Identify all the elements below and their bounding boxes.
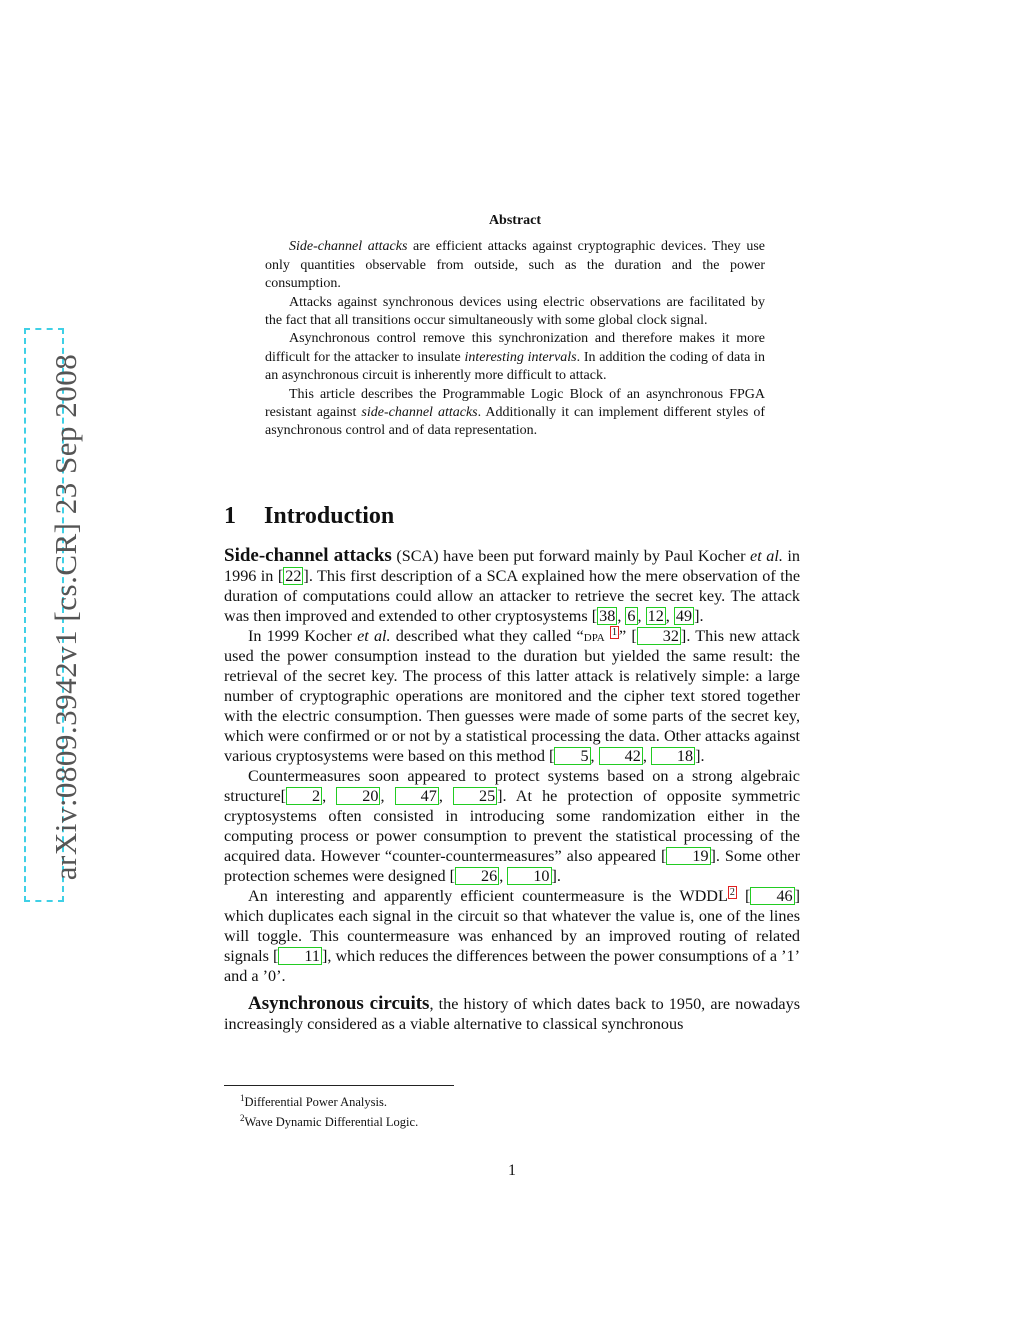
footnote-ref[interactable]: 1 xyxy=(611,626,617,638)
body-text-span: . This first description of a SCA explained how the mere observation of the duration of computations could allow an attacker to retrieve the secret key. The attack was then improved and extended to other cryptosystems xyxy=(224,567,800,625)
run-in-heading: Asynchronous circuits xyxy=(248,993,430,1014)
citation-link[interactable]: 5 xyxy=(554,747,590,765)
abstract-heading: Abstract xyxy=(488,213,542,228)
body-text-span: Countermeasures soon appeared to protect systems based on a strong algebraic structure xyxy=(224,767,800,805)
body-text-span: . This new attack used the power consumption instead to the duration but yielded the same result: the retrieval of the secret key. The process of this latter attack is relatively simple: a large number of cryptographic operations are monitored and the cipher text stored together with the electric consumption. Then guesses were made of some parts of the secret key, which were confirmed or or not by a statistical processing the data. Other attacks against various cryptosystems were based on this method xyxy=(224,627,801,765)
citation-link[interactable]: 25 xyxy=(453,787,497,805)
citation-link[interactable]: 22 xyxy=(285,567,302,585)
arxiv-stamp[interactable] xyxy=(24,328,83,902)
run-in-heading: Side-channel attacks xyxy=(224,545,392,566)
abstract-text: . Additionally it can implement different styles of asynchronous control and of data representation. xyxy=(265,405,766,439)
abstract-text: Attacks against synchronous devices using electric observations are facilitated by the fact that all transitions occur simultaneously with some global clock signal. xyxy=(265,294,765,329)
abstract-text: Asynchronous control remove this synchronization and therefore makes it more difficult for the attacker to insulate xyxy=(265,331,765,365)
citation-link[interactable]: 2 xyxy=(286,787,322,805)
abstract-paragraph xyxy=(265,330,765,385)
footnote-divider xyxy=(224,1085,454,1086)
footnotes xyxy=(240,1090,418,1130)
abstract-paragraph xyxy=(265,386,765,441)
footnote-text: Differential Power Analysis. xyxy=(244,1095,387,1110)
body-text-span: which duplicates each signal in the circuit so that whatever the value is, one of the lines will toggle. This countermeasure was enhanced by an improved routing of related signals xyxy=(224,907,800,965)
body-text-span: in 1996 in xyxy=(224,547,800,585)
body-paragraph xyxy=(224,994,800,1034)
body-text xyxy=(224,546,800,1034)
footnote-item xyxy=(240,1090,418,1110)
italic-term: side-channel attacks xyxy=(361,405,478,421)
citation-link[interactable]: 10 xyxy=(507,867,551,885)
italic-term: et al. xyxy=(750,547,783,565)
abstract-text: are efficient attacks against cryptographic devices. They use only quantities observable from outside, such as the duration and the power consumption. xyxy=(265,239,765,292)
abstract-paragraph xyxy=(265,294,765,331)
section-heading xyxy=(224,503,394,530)
body-paragraph: An interesting and apparently efficient countermeasure is the WDDL $^2$ [ 46 ] which duplicates each signal in the circuit so that whatever the value is, one of the lines will toggle. This countermeasure was enhanced by an improved routing of related signals [ 11 ], which reduces the differences between the power consumptions of a ’1’ and a ’0’. xyxy=(224,886,801,985)
body-text-span: In 1999 Kocher xyxy=(248,627,358,645)
abstract-text: This article describes the Programmable Logic Block of an asynchronous FPGA resistant against xyxy=(265,386,765,421)
footnote-ref[interactable]: 2 xyxy=(729,886,735,898)
citation-link[interactable]: 26 xyxy=(455,867,499,885)
page-number: 1 xyxy=(508,1162,516,1179)
section-title: Introduction xyxy=(264,503,395,529)
acronym: dpa xyxy=(583,627,605,645)
citation-link[interactable]: 38 xyxy=(599,607,616,625)
body-text-span: , which reduces the differences between the power consumptions of a ’1’ and a ’0’. xyxy=(224,947,800,985)
body-text-span: described what they called “ xyxy=(390,627,584,645)
body-text-span: (SCA) have been put forward mainly by Paul Kocher xyxy=(391,547,751,565)
footnote-item xyxy=(240,1110,418,1130)
citation-link[interactable]: 11 xyxy=(278,947,322,965)
abstract-text: . In addition the coding of data in an asynchronous circuit is inherently more difficult to attack. xyxy=(265,349,765,384)
abstract xyxy=(265,212,765,441)
citation-link[interactable]: 20 xyxy=(336,787,380,805)
body-text-span: An interesting and apparently efficient countermeasure is the WDDL xyxy=(248,887,728,905)
citation-link[interactable]: 18 xyxy=(651,747,695,765)
body-text-span: , the history of which dates back to 1950, are nowadays increasingly considered as a viable alternative to classical synchronous xyxy=(224,995,800,1033)
citation-link[interactable]: 49 xyxy=(675,607,693,625)
citation-link[interactable]: 42 xyxy=(599,747,643,765)
citation-link[interactable]: 19 xyxy=(666,847,710,865)
abstract-paragraph xyxy=(265,238,765,293)
footnote-mark: 1 xyxy=(240,1093,245,1103)
citation-link[interactable]: 32 xyxy=(637,627,681,645)
body-paragraph: Side-channel attacks (SCA) have been put forward mainly by Paul Kocher et al. in 1996 in [ 22 ]. This first description of a SCA explained how the mere observation of the duration of computations could allow an attacker to retrieve the secret key. The attack was then improved and extended to other cryptosystems [ 38 , 6 , 12 , 49 ]. xyxy=(224,545,800,625)
italic-term: Side-channel attacks xyxy=(289,239,408,255)
body-text-span: . At he protection of opposite symmetric cryptosystems often consisted in introducing some randomization either in the computing process or power consumption to prevent the statistical processing of the acquired data. However “counter-countermeasures” also appeared xyxy=(224,787,801,865)
body-paragraph: In 1999 Kocher et al. described what they called “dpa $^1$ ” [ 32 ]. This new attack used the power consumption instead to the duration but yielded the same result: the retrieval of the secret key. The process of this latter attack is relatively simple: a large number of cryptographic operations are monitored and the cipher text stored together with the electric consumption. Then guesses were made of some parts of the secret key, which were confirmed or or not by a statistical processing the data. Other attacks against various cryptosystems were based on this method [ 5 , 42 , 18 ]. xyxy=(224,626,801,765)
body-text-span: . Some other protection schemes were designed xyxy=(224,847,800,885)
italic-term: interesting intervals xyxy=(464,349,577,365)
italic-term: et al. xyxy=(357,627,391,645)
citation-link[interactable]: 6 xyxy=(627,607,636,625)
citation-link[interactable]: 12 xyxy=(647,607,664,625)
arxiv-identifier: arXiv:0809.3942v1 [cs.CR] 23 Sep 2008 xyxy=(48,353,83,881)
section-number: 1 xyxy=(224,503,236,529)
citation-link[interactable]: 46 xyxy=(750,887,794,905)
body-text-span: ” xyxy=(618,627,632,645)
footnote-text: Wave Dynamic Differential Logic. xyxy=(244,1115,419,1130)
citation-link[interactable]: 47 xyxy=(395,787,439,805)
footnote-mark: 2 xyxy=(240,1113,245,1124)
body-paragraph: Countermeasures soon appeared to protect systems based on a strong algebraic structure[ 2 , 20 , 47 , 25 ]. At he protection of opposite symmetric cryptosystems often consisted in introducing some randomization either in the computing process or power consumption to prevent the statistical processing of the acquired data. However “counter-countermeasures” also appeared [ 19 ]. Some other protection schemes were designed [ 26 , 10 ]. xyxy=(224,767,801,885)
